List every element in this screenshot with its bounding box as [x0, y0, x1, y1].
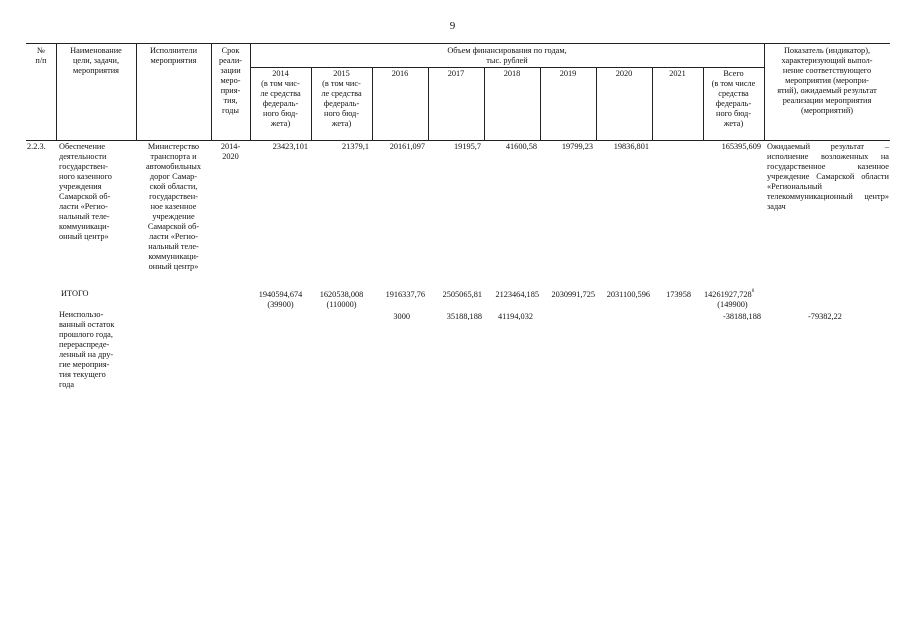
itogo-total-value: 14261927,728 — [704, 290, 752, 299]
itogo-2019: 2030991,725 — [551, 290, 595, 299]
row-223-2020: 19836,801 — [613, 142, 649, 151]
header-term: Срок реали- зации меро- прия- тия, годы — [218, 46, 243, 115]
unused-indicator: -79382,22 — [808, 312, 842, 321]
header-bottom-line — [26, 140, 890, 141]
row-223-2019: 19799,23 — [561, 142, 593, 151]
funding-subheader-line — [250, 67, 764, 68]
unused-2016: 3000 — [393, 312, 410, 321]
unused-2018: 41194,032 — [498, 312, 533, 321]
row-223-term: 2014- 2020 — [220, 142, 241, 161]
page-number: 9 — [449, 20, 456, 32]
row-223-2014: 23423,101 — [272, 142, 308, 151]
header-2017: 2017 — [447, 69, 465, 78]
itogo-2021: 173958 — [666, 290, 691, 299]
itogo-total-federal: (149900) — [717, 300, 748, 309]
itogo-2018: 2123464,185 — [495, 290, 539, 299]
row-223-total: 165395,609 — [721, 142, 761, 151]
unused-2017: 35188,188 — [446, 312, 482, 321]
itogo-2020: 2031100,596 — [606, 290, 650, 299]
header-2019: 2019 — [559, 69, 577, 78]
row-223-2016: 20161,097 — [389, 142, 425, 151]
row-223-2015: 21379,1 — [342, 142, 369, 151]
itogo-2017: 2505065,81 — [442, 290, 482, 299]
itogo-2015: 1620538,008 (110000) — [319, 290, 364, 309]
header-executors: Исполнители мероприятия — [149, 46, 198, 65]
header-2020: 2020 — [615, 69, 633, 78]
itogo-label: ИТОГО — [61, 289, 89, 298]
header-indicator: Показатель (индикатор), характеризующий выпол- нение соответствующего мероприятия (меропри- ятий), ожидаемый результат реализации мероприятия (мероприятий) — [777, 46, 877, 115]
table-top-border — [26, 43, 890, 44]
unused-total: -38188,188 — [722, 312, 761, 321]
itogo-total — [704, 290, 764, 300]
row-223-num: 2.2.3. — [27, 142, 46, 151]
row-223-2018: 41600,58 — [505, 142, 537, 151]
header-name: Наименование цели, задачи, мероприятия — [70, 46, 122, 75]
header-num: № п/п — [35, 46, 47, 65]
header-2016: 2016 — [391, 69, 409, 78]
header-2015: 2015 (в том чис- ле средства федераль- ного бюд- жета) — [321, 69, 362, 128]
itogo-2016: 1916337,76 — [385, 290, 425, 299]
row-223-executors: Министерство транспорта и автомобильных дорог Самар- ской области, государствен- ное казенное учреждение Самарской об- ласти «Регио- нальный теле- коммуникаци- онный центр» — [145, 142, 202, 271]
itogo-total-footnote: 6 — [751, 289, 755, 294]
itogo-2014: 1940594,674 (39900) — [258, 290, 303, 309]
row-223-indicator: Ожидаемый результат – исполнение возложенных на государственное казенное учреждение Самарской области «Региональный телекоммуникационный центр» задач — [767, 142, 889, 211]
header-funding-title: Объем финансирования по годам, тыс. рублей — [447, 46, 567, 65]
header-2021: 2021 — [669, 69, 686, 78]
row-223-2017: 19195,7 — [454, 142, 481, 151]
header-2018: 2018 — [503, 69, 521, 78]
row-223-name: Обеспечение деятельности государствен- ного казенного учреждения Самарской об- ласти «Регио- нальный теле- коммуникаци- онный центр» — [59, 142, 112, 241]
unused-label: Неиспользо- ванный остаток прошлого года, перераспреде- ленный на дру- гие мероприя- тия текущего года — [59, 310, 115, 389]
header-2014: 2014 (в том чис- ле средства федераль- ного бюд- жета) — [260, 69, 301, 128]
header-total: Всего (в том числе средства федераль- ного бюд- жета) — [711, 69, 756, 128]
